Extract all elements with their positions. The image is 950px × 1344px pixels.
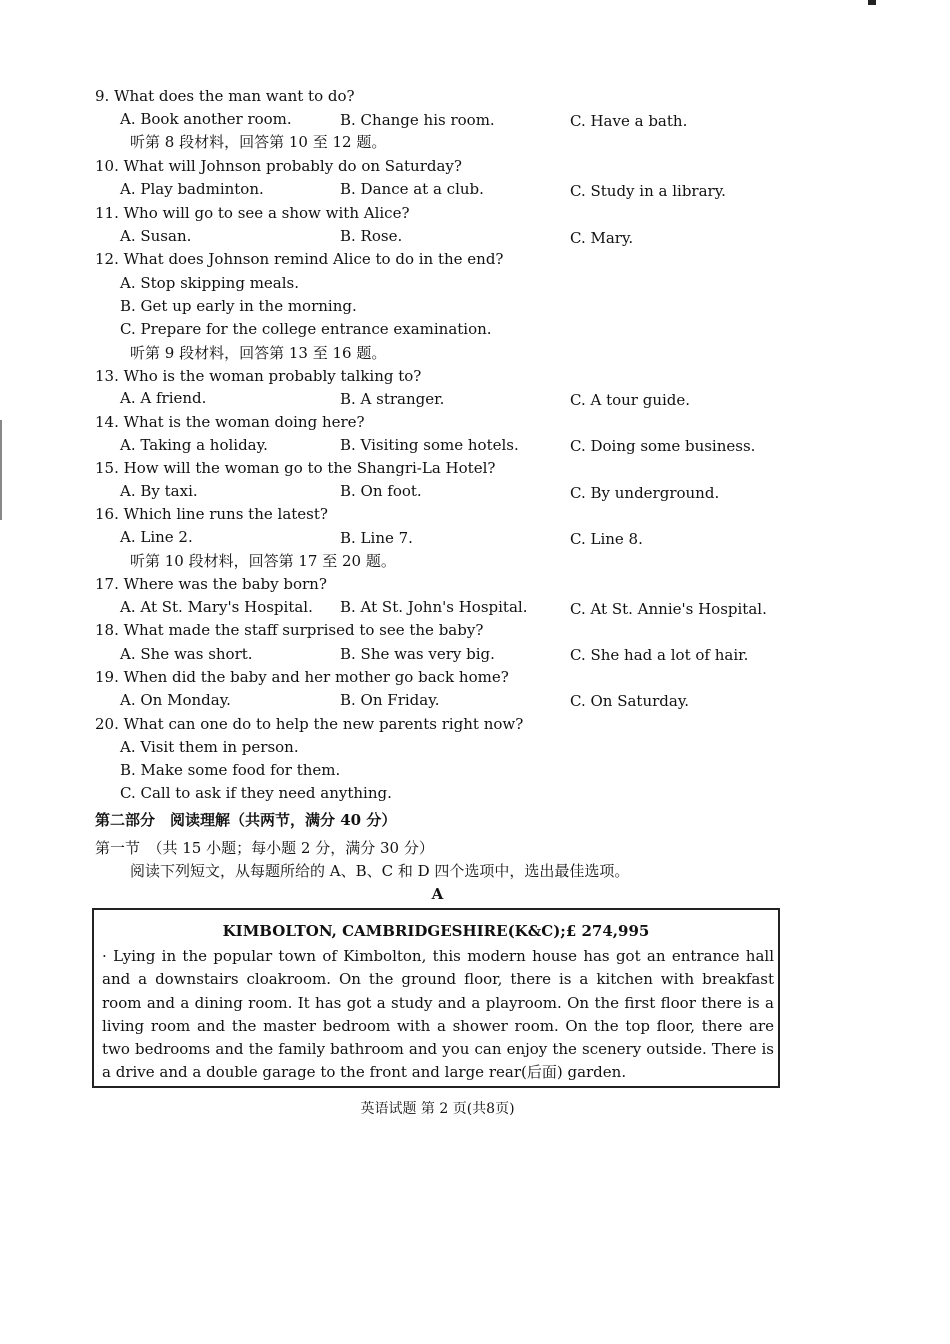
question-14: 14. What is the woman doing here? [95,413,365,431]
q10-option-c: C. Study in a library. [570,182,726,200]
listen-header-10: 听第 10 段材料，回答第 17 至 20 题。 [130,552,396,570]
q18-option-b: B. She was very big. [340,645,495,663]
q12-option-c: C. Prepare for the college entrance examination. [120,320,492,338]
q15-option-b: B. On foot. [340,482,422,500]
q18-option-c: C. She had a lot of hair. [570,646,749,664]
q14-option-c: C. Doing some business. [570,437,756,455]
q19-option-a: A. On Monday. [120,691,231,709]
q17-option-c: C. At St. Annie's Hospital. [570,600,767,618]
q18-option-a: A. She was short. [120,645,253,663]
page-footer: 英语试题 第 2 页(共8页) [360,1101,515,1117]
question-20: 20. What can one do to help the new parents right now? [95,715,524,733]
q20-option-b: B. Make some food for them. [120,761,341,779]
q13-option-c: C. A tour guide. [570,391,691,409]
question-18: 18. What made the staff surprised to see the baby? [95,621,484,639]
q20-option-a: A. Visit them in person. [120,738,299,756]
q20-option-c: C. Call to ask if they need anything. [120,784,392,802]
listen-header-8: 听第 8 段材料，回答第 10 至 12 题。 [130,133,387,151]
q9-option-a: A. Book another room. [120,110,292,128]
q17-option-a: A. At St. Mary's Hospital. [120,598,313,616]
question-15: 15. How will the woman go to the Shangri-La Hotel? [95,459,496,477]
q12-option-b: B. Get up early in the morning. [120,297,357,315]
ad-body: · Lying in the popular town of Kimbolton, this modern house has got an entrance hall and a downstairs cloakroom. On the ground floor, there is a kitchen with breakfast room and a dining room. It has got a study and a playroom. On the first floor there is a living room and the master bedroom with a shower room. On the top floor, there are two bedrooms and the family bathroom and you can enjoy the scenery outside. There is a drive and a double garage to the front and large rear(后面) garden. [102,947,774,1082]
q11-option-a: A. Susan. [120,227,192,245]
question-13: 13. Who is the woman probably talking to? [95,367,422,385]
q17-option-b: B. At St. John's Hospital. [340,598,528,616]
passage-label: A [431,885,444,903]
property-ad-box [92,908,780,1088]
question-12: 12. What does Johnson remind Alice to do in the end? [95,250,504,268]
q15-option-a: A. By taxi. [120,482,198,500]
q14-option-a: A. Taking a holiday. [120,436,268,454]
question-16: 16. Which line runs the latest? [95,505,328,523]
scan-mark [868,0,876,5]
ad-title: KIMBOLTON, CAMBRIDGESHIRE(K&C);£ 274,995 [222,922,650,940]
listen-header-9: 听第 9 段材料，回答第 13 至 16 题。 [130,344,387,362]
scan-edge-mark [0,420,2,520]
reading-instruction: 阅读下列短文，从每题所给的 A、B、C 和 D 四个选项中，选出最佳选项。 [130,862,630,880]
q16-option-a: A. Line 2. [120,528,193,546]
question-9: 9. What does the man want to do? [95,87,355,105]
question-17: 17. Where was the baby born? [95,575,327,593]
q9-option-b: B. Change his room. [340,111,495,129]
question-19: 19. When did the baby and her mother go back home? [95,668,509,686]
q14-option-b: B. Visiting some hotels. [340,436,519,454]
q9-option-c: C. Have a bath. [570,112,688,130]
q16-option-c: C. Line 8. [570,530,643,548]
q11-option-c: C. Mary. [570,229,634,247]
part2-title: 第二部分 阅读理解（共两节，满分 40 分） [95,811,397,829]
q11-option-b: B. Rose. [340,227,403,245]
q16-option-b: B. Line 7. [340,529,413,547]
q12-option-a: A. Stop skipping meals. [120,274,299,292]
q13-option-b: B. A stranger. [340,390,445,408]
q19-option-c: C. On Saturday. [570,692,690,710]
q13-option-a: A. A friend. [120,389,207,407]
q15-option-c: C. By underground. [570,484,720,502]
question-11: 11. Who will go to see a show with Alice? [95,204,410,222]
q10-option-a: A. Play badminton. [120,180,264,198]
section1-title: 第一节 （共 15 小题；每小题 2 分，满分 30 分） [95,839,434,857]
q19-option-b: B. On Friday. [340,691,440,709]
question-10: 10. What will Johnson probably do on Saturday? [95,157,462,175]
q10-option-b: B. Dance at a club. [340,180,484,198]
